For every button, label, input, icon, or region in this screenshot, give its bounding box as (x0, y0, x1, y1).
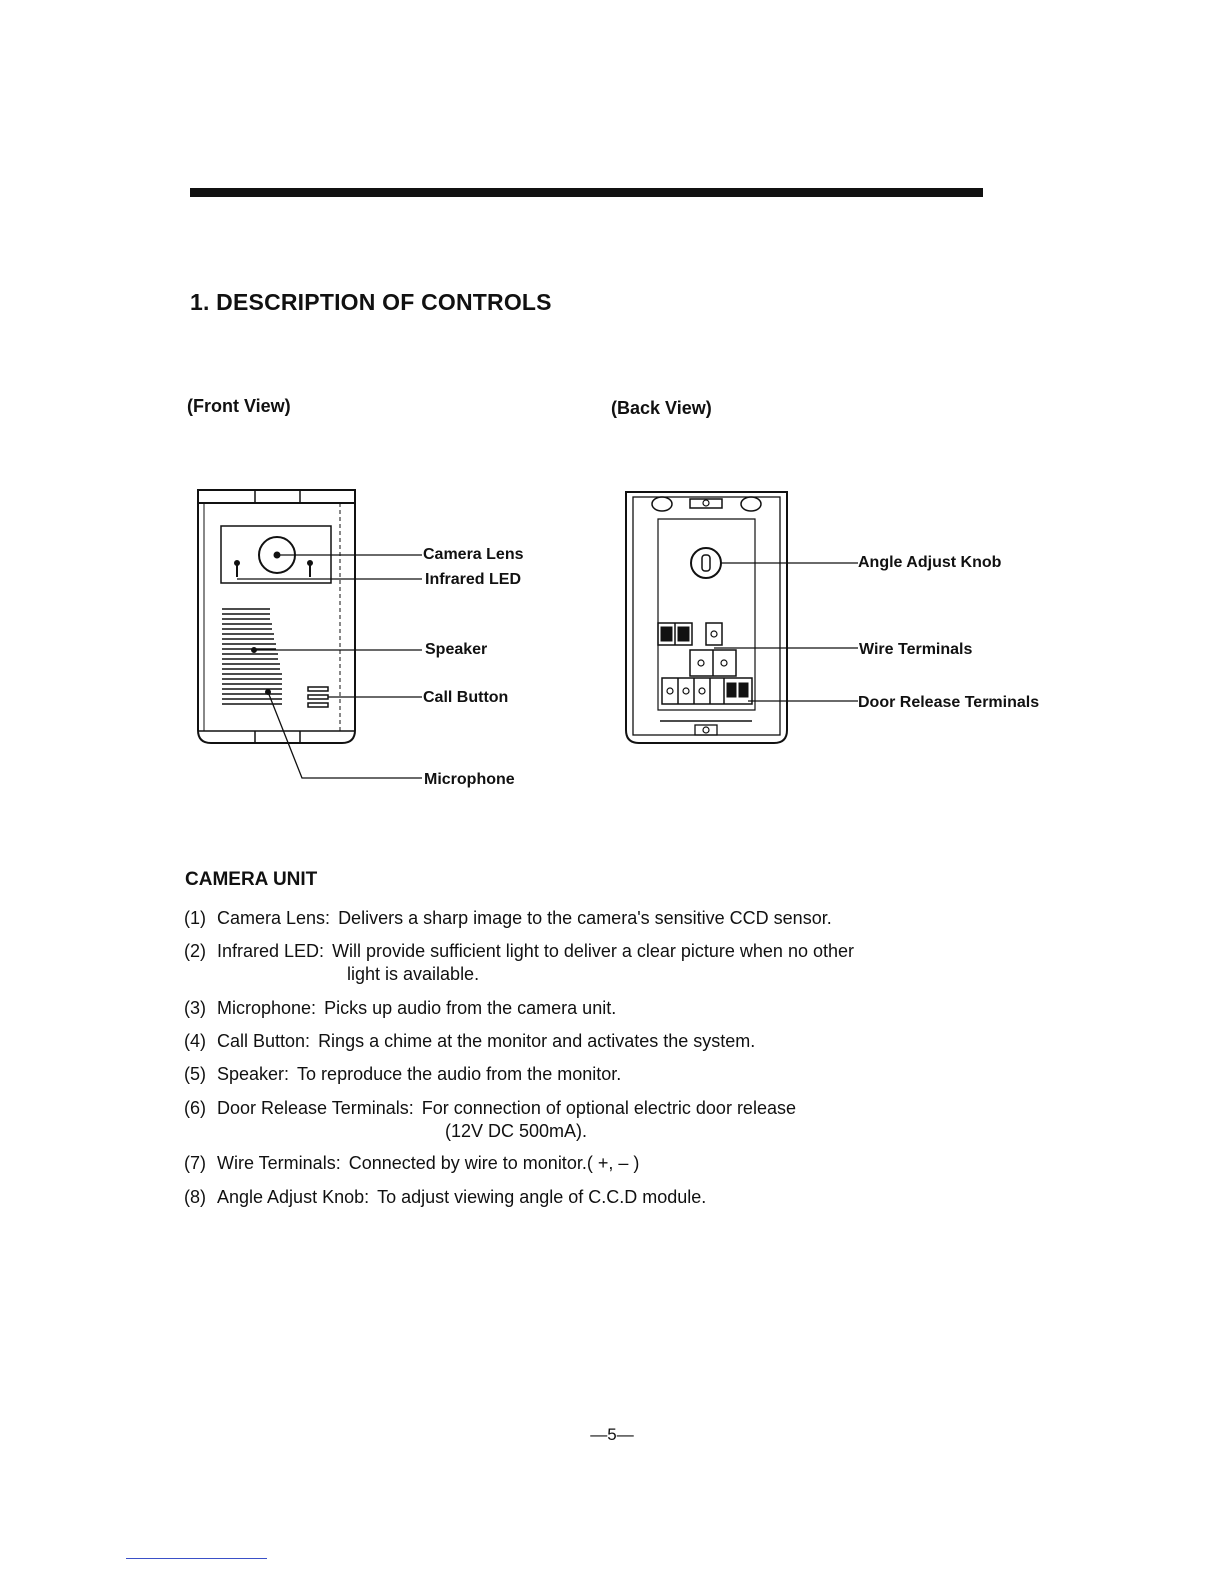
footer-link-underline (126, 1558, 267, 1559)
section-title: CAMERA UNIT (185, 869, 318, 890)
back-view-label: (Back View) (611, 398, 712, 418)
callout-call-button: Call Button (423, 689, 509, 706)
list-item: (6) Door Release Terminals: For connection of optional electric door release (12V DC 500mA). (184, 1098, 796, 1141)
page-title: 1. DESCRIPTION OF CONTROLS (190, 289, 552, 315)
callout-angle-adjust-knob: Angle Adjust Knob (858, 554, 1002, 571)
list-item: (8) Angle Adjust Knob: To adjust viewing angle of C.C.D module. (184, 1187, 707, 1207)
list-item: (5) Speaker: To reproduce the audio from the monitor. (184, 1064, 622, 1084)
callout-microphone: Microphone (424, 771, 515, 788)
callout-wire-terminals: Wire Terminals (859, 641, 973, 658)
callout-camera-lens: Camera Lens (423, 546, 524, 563)
list-item: (7) Wire Terminals: Connected by wire to monitor.( +, – ) (184, 1153, 640, 1173)
callout-speaker: Speaker (425, 641, 488, 658)
back-view-diagram (620, 485, 860, 750)
list-item: (3) Microphone: Picks up audio from the camera unit. (184, 998, 617, 1018)
callout-door-release-terminals: Door Release Terminals (858, 694, 1040, 711)
list-item: (4) Call Button: Rings a chime at the monitor and activates the system. (184, 1031, 756, 1051)
top-rule (190, 188, 983, 197)
page-number: —5— (590, 1425, 634, 1444)
front-view-diagram (190, 485, 430, 785)
front-view-label: (Front View) (187, 396, 291, 416)
list-item: (1) Camera Lens: Delivers a sharp image to the camera's sensitive CCD sensor. (184, 908, 832, 928)
callout-infrared-led: Infrared LED (425, 571, 522, 588)
list-item: (2) Infrared LED: Will provide sufficient light to deliver a clear picture when no other light is available. (184, 941, 854, 984)
